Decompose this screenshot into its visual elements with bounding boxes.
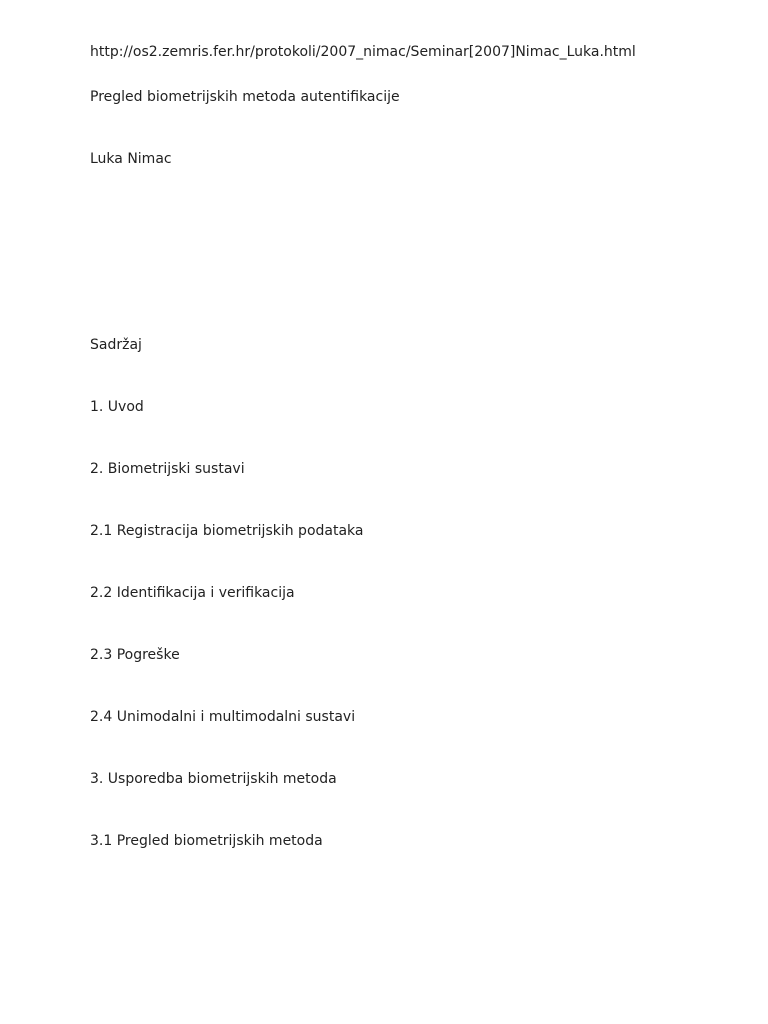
document-author: Luka Nimac bbox=[90, 151, 172, 167]
document-title: Pregled biometrijskih metoda autentifikacije bbox=[90, 89, 400, 105]
toc-item: 2.2 Identifikacija i verifikacija bbox=[90, 585, 295, 601]
toc-item: 2.3 Pogreške bbox=[90, 647, 180, 663]
toc-item: 3.1 Pregled biometrijskih metoda bbox=[90, 833, 323, 849]
toc-item: 1. Uvod bbox=[90, 399, 144, 415]
toc-heading: Sadržaj bbox=[90, 337, 142, 353]
toc-item: 3. Usporedba biometrijskih metoda bbox=[90, 771, 337, 787]
source-url-link[interactable]: http://os2.zemris.fer.hr/protokoli/2007_nimac/Seminar[2007]Nimac_Luka.html bbox=[90, 44, 636, 60]
toc-item: 2.1 Registracija biometrijskih podataka bbox=[90, 523, 364, 539]
toc-item: 2.4 Unimodalni i multimodalni sustavi bbox=[90, 709, 356, 725]
toc-item: 2. Biometrijski sustavi bbox=[90, 461, 245, 477]
